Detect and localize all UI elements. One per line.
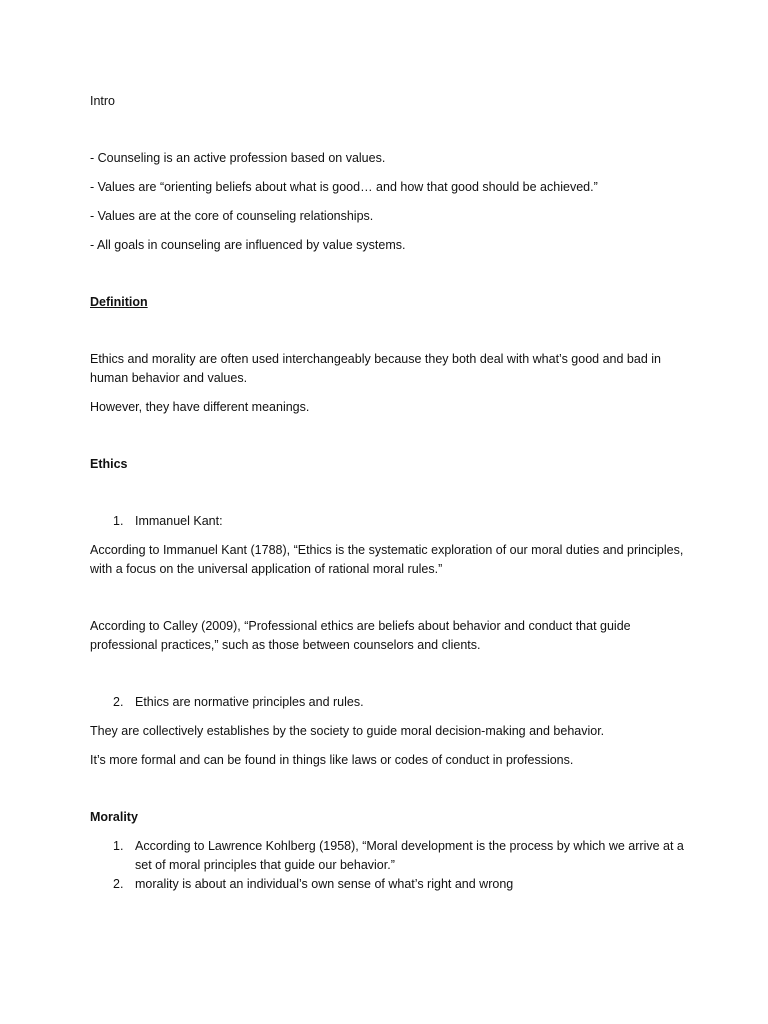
definition-heading: Definition [90,295,148,309]
list-item [90,875,690,894]
ethics-paragraph: They are collectively establishes by the society to guide moral decision-making and behavior. [90,724,605,738]
ethics-list-2 [90,693,690,712]
list-number: 2. [113,695,124,709]
list-item-text: morality is about an individual’s own sense of what’s right and wrong [135,877,514,891]
list-item-text: Ethics are normative principles and rules. [135,695,364,709]
definition-paragraph: Ethics and morality are often used interchangeably because they both deal with what’s good and bad in human behavior and values. [90,352,661,385]
ethics-heading: Ethics [90,457,128,471]
list-number: 2. [113,877,124,891]
list-item [90,512,690,531]
document-page [90,92,690,904]
intro-bullet: - All goals in counseling are influenced by value systems. [90,238,406,252]
calley-quote: According to Calley (2009), “Professional ethics are beliefs about behavior and conduct that guide professional practices,” such as those between counselors and clients. [90,619,631,652]
list-item [90,837,690,875]
ethics-paragraph: It’s more formal and can be found in things like laws or codes of conduct in professions. [90,753,574,767]
definition-paragraph: However, they have different meanings. [90,400,310,414]
list-item-text: Immanuel Kant: [135,514,223,528]
list-item-text: According to Lawrence Kohlberg (1958), “Moral development is the process by which we arrive at a set of moral principles that guide our behavior.” [135,839,684,872]
list-item [90,693,690,712]
intro-title: Intro [90,94,116,108]
morality-list [90,837,690,894]
intro-bullet: - Values are at the core of counseling relationships. [90,209,374,223]
ethics-list-1 [90,512,690,531]
kant-quote: According to Immanuel Kant (1788), “Ethics is the systematic exploration of our moral duties and principles, with a focus on the universal application of rational moral rules.” [90,543,684,576]
intro-bullet: - Values are “orienting beliefs about what is good… and how that good should be achieved.” [90,180,598,194]
intro-bullet: - Counseling is an active profession based on values. [90,151,386,165]
morality-heading: Morality [90,810,138,824]
list-number: 1. [113,514,124,528]
list-number: 1. [113,839,124,853]
